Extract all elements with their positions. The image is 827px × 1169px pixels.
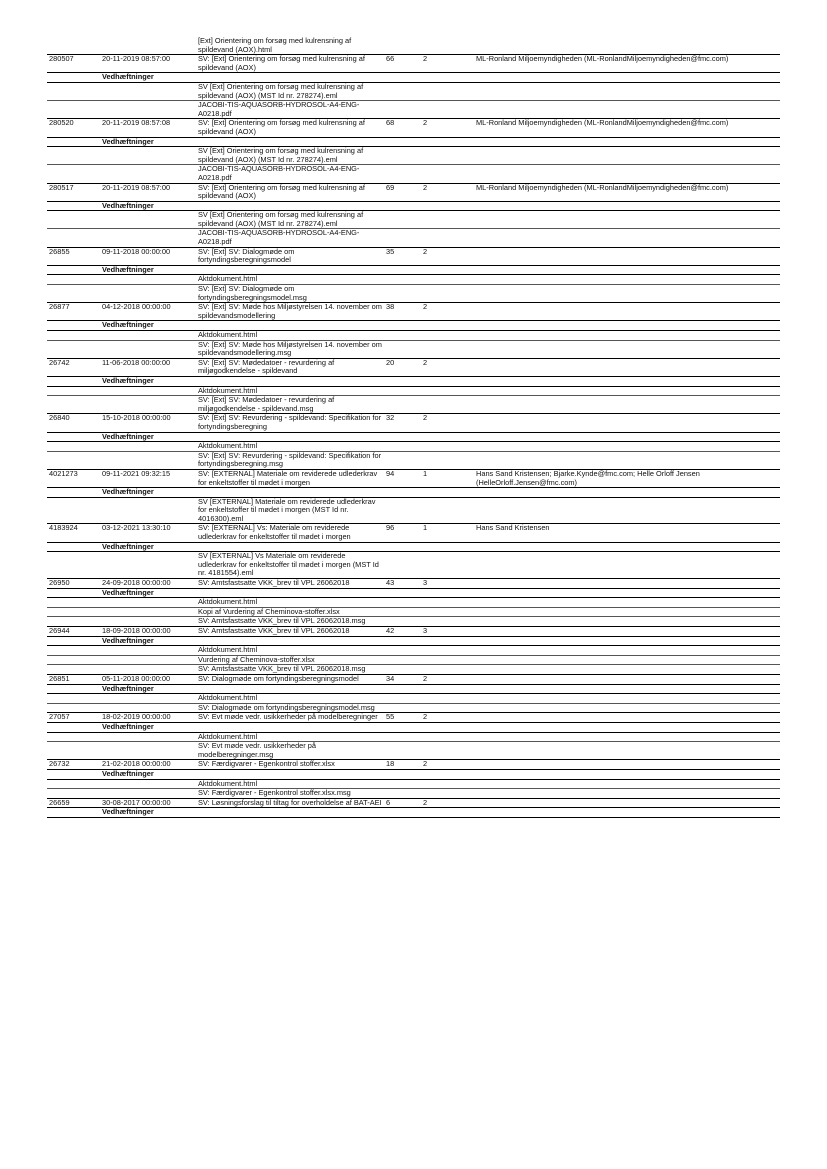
attachments-label: Vedhæftninger	[100, 588, 196, 598]
record-date: 24-09-2018 00:00:00	[100, 579, 196, 589]
record-title: SV: Dialogmøde om fortyndingsberegningsmodel	[196, 674, 384, 684]
record-title: SV: [Ext] Orientering om forsøg med kulrensning af spildevand (AOX)	[196, 55, 384, 73]
attachment-row	[47, 732, 780, 742]
record-recipients: Hans Sand Kristensen; Bjarke.Kynde@fmc.com; Helle Orloff Jensen (HelleOrloff.Jensen@fmc.com)	[474, 469, 780, 487]
attachment-filename: Aktdokument.html	[196, 442, 384, 452]
record-date: 15-10-2018 00:00:00	[100, 414, 196, 432]
record-category: 2	[421, 303, 474, 321]
table-row	[47, 55, 780, 73]
record-id: 280507	[47, 55, 100, 73]
record-number: 34	[384, 674, 421, 684]
attachment-row	[47, 552, 780, 579]
record-recipients	[474, 674, 780, 684]
record-category: 2	[421, 414, 474, 432]
record-recipients: ML-Ronland Miljoemyndigheden (ML-RonlandMiljoemyndigheden@fmc.com)	[474, 183, 780, 201]
lead-attachment-row	[47, 37, 780, 55]
attachments-header-row	[47, 488, 780, 498]
record-date: 04-12-2018 00:00:00	[100, 303, 196, 321]
attachment-filename: Aktdokument.html	[196, 646, 384, 656]
record-id: 4021273	[47, 469, 100, 487]
record-number: 42	[384, 627, 421, 637]
record-category: 2	[421, 358, 474, 376]
table-row	[47, 713, 780, 723]
record-number: 43	[384, 579, 421, 589]
record-id: 26659	[47, 798, 100, 808]
record-date: 11-06-2018 00:00:00	[100, 358, 196, 376]
record-category: 2	[421, 713, 474, 723]
attachment-row	[47, 497, 780, 524]
attachment-filename: Aktdokument.html	[196, 331, 384, 341]
attachments-label: Vedhæftninger	[100, 432, 196, 442]
attachment-filename: Vurdering af Cheminova-stoffer.xlsx	[196, 655, 384, 665]
record-date: 05-11-2018 00:00:00	[100, 674, 196, 684]
attachment-row	[47, 147, 780, 165]
record-category: 3	[421, 627, 474, 637]
record-id: 26855	[47, 247, 100, 265]
record-id: 26944	[47, 627, 100, 637]
attachment-row	[47, 165, 780, 183]
record-category: 3	[421, 579, 474, 589]
record-category: 1	[421, 524, 474, 542]
attachment-filename: JACOBI-TIS-AQUASORB-HYDROSOL-A4-ENG-A0218.pdf	[196, 165, 384, 183]
attachment-filename: Kopi af Vurdering af Cheminova-stoffer.xlsx	[196, 607, 384, 617]
record-title: SV: Løsningsforslag til tiltag for overholdelse af BAT-AEI	[196, 798, 384, 808]
record-title: SV: [Ext] SV: Dialogmøde om fortyndingsberegningsmodel	[196, 247, 384, 265]
attachment-filename: JACOBI-TIS-AQUASORB-HYDROSOL-A4-ENG-A0218.pdf	[196, 229, 384, 247]
attachments-header-row	[47, 321, 780, 331]
record-id: 26877	[47, 303, 100, 321]
attachments-label: Vedhæftninger	[100, 488, 196, 498]
record-recipients: ML-Ronland Miljoemyndigheden (ML-RonlandMiljoemyndigheden@fmc.com)	[474, 55, 780, 73]
attachment-filename: SV [Ext] Orientering om forsøg med kulrensning af spildevand (AOX) (MST Id nr. 278274).eml	[196, 211, 384, 229]
attachments-label: Vedhæftninger	[100, 684, 196, 694]
attachments-label: Vedhæftninger	[100, 321, 196, 331]
record-date: 03-12-2021 13:30:10	[100, 524, 196, 542]
record-id: 26742	[47, 358, 100, 376]
record-category: 2	[421, 247, 474, 265]
record-number: 20	[384, 358, 421, 376]
records-body	[47, 37, 780, 817]
record-title: SV: [EXTERNAL] Materiale om reviderede udlederkrav for enkeltstoffer til mødet i morgen	[196, 469, 384, 487]
record-id: 4183924	[47, 524, 100, 542]
attachment-row	[47, 779, 780, 789]
record-title: SV: [Ext] SV: Møde hos Miljøstyrelsen 14. november om spildevandsmodellering	[196, 303, 384, 321]
record-category: 2	[421, 798, 474, 808]
record-number: 38	[384, 303, 421, 321]
attachments-header-row	[47, 542, 780, 552]
record-recipients	[474, 303, 780, 321]
record-recipients	[474, 760, 780, 770]
record-title: SV: [EXTERNAL] Vs: Materiale om reviderede udlederkrav for enkeltstoffer til mødet i morgen	[196, 524, 384, 542]
table-row	[47, 760, 780, 770]
record-id: 280517	[47, 183, 100, 201]
record-number: 96	[384, 524, 421, 542]
record-title: SV: Amtsfastsatte VKK_brev til VPL 26062018	[196, 579, 384, 589]
record-date: 20-11-2019 08:57:00	[100, 55, 196, 73]
attachment-filename: SV [Ext] Orientering om forsøg med kulrensning af spildevand (AOX) (MST Id nr. 278274).eml	[196, 82, 384, 100]
attachment-filename: Aktdokument.html	[196, 598, 384, 608]
attachment-row	[47, 211, 780, 229]
attachment-row	[47, 396, 780, 414]
attachments-label: Vedhæftninger	[100, 73, 196, 83]
record-title: SV: Amtsfastsatte VKK_brev til VPL 26062018	[196, 627, 384, 637]
record-id: 26851	[47, 674, 100, 684]
attachments-header-row	[47, 376, 780, 386]
attachments-header-row	[47, 201, 780, 211]
record-category: 2	[421, 183, 474, 201]
record-recipients: Hans Sand Kristensen	[474, 524, 780, 542]
attachments-label: Vedhæftninger	[100, 376, 196, 386]
attachments-label: Vedhæftninger	[100, 769, 196, 779]
record-date: 18-09-2018 00:00:00	[100, 627, 196, 637]
record-number: 6	[384, 798, 421, 808]
attachment-filename: Aktdokument.html	[196, 694, 384, 704]
attachments-label: Vedhæftninger	[100, 265, 196, 275]
record-date: 20-11-2019 08:57:00	[100, 183, 196, 201]
table-row	[47, 119, 780, 137]
attachment-row	[47, 646, 780, 656]
record-id: 280520	[47, 119, 100, 137]
attachments-header-row	[47, 769, 780, 779]
record-number: 68	[384, 119, 421, 137]
attachment-filename: SV: Færdigvarer - Egenkontrol stoffer.xlsx.msg	[196, 789, 384, 799]
record-number: 94	[384, 469, 421, 487]
record-recipients	[474, 713, 780, 723]
record-date: 21-02-2018 00:00:00	[100, 760, 196, 770]
record-category: 2	[421, 119, 474, 137]
attachment-row	[47, 694, 780, 704]
record-title: SV: [Ext] SV: Mødedatoer - revurdering af miljøgodkendelse - spildevand	[196, 358, 384, 376]
record-date: 09-11-2021 09:32:15	[100, 469, 196, 487]
record-date: 30-08-2017 00:00:00	[100, 798, 196, 808]
attachment-filename: SV [EXTERNAL] Vs Materiale om reviderede udlederkrav for enkeltstoffer til mødet i morgen (MST Id nr. 4181554).eml	[196, 552, 384, 579]
table-row	[47, 674, 780, 684]
record-title: SV: [Ext] Orientering om forsøg med kulrensning af spildevand (AOX)	[196, 119, 384, 137]
record-number: 69	[384, 183, 421, 201]
records-table	[47, 37, 780, 818]
record-recipients	[474, 579, 780, 589]
record-category: 1	[421, 469, 474, 487]
attachment-row	[47, 742, 780, 760]
record-id: 26950	[47, 579, 100, 589]
record-recipients	[474, 627, 780, 637]
attachments-header-row	[47, 588, 780, 598]
table-row	[47, 798, 780, 808]
record-recipients: ML-Ronland Miljoemyndigheden (ML-RonlandMiljoemyndigheden@fmc.com)	[474, 119, 780, 137]
attachment-filename: [Ext] Orientering om forsøg med kulrensning af spildevand (AOX).html	[198, 37, 352, 54]
record-title: SV: Evt møde vedr. usikkerheder på modelberegninger	[196, 713, 384, 723]
table-row	[47, 358, 780, 376]
record-number: 35	[384, 247, 421, 265]
attachments-header-row	[47, 432, 780, 442]
attachment-row	[47, 285, 780, 303]
attachment-row	[47, 442, 780, 452]
attachment-filename: SV [Ext] Orientering om forsøg med kulrensning af spildevand (AOX) (MST Id nr. 278274).eml	[196, 147, 384, 165]
attachment-row	[47, 617, 780, 627]
attachment-row	[47, 655, 780, 665]
attachments-header-row	[47, 137, 780, 147]
record-number: 66	[384, 55, 421, 73]
record-recipients	[474, 358, 780, 376]
attachment-filename: JACOBI-TIS-AQUASORB-HYDROSOL-A4-ENG-A0218.pdf	[196, 101, 384, 119]
record-id: 26732	[47, 760, 100, 770]
attachments-header-row	[47, 808, 780, 818]
attachment-filename: SV: Evt møde vedr. usikkerheder på modelberegninger.msg	[196, 742, 384, 760]
attachment-row	[47, 665, 780, 675]
table-row	[47, 469, 780, 487]
attachments-label: Vedhæftninger	[100, 201, 196, 211]
record-number: 32	[384, 414, 421, 432]
table-row	[47, 524, 780, 542]
attachments-header-row	[47, 636, 780, 646]
attachment-row	[47, 331, 780, 341]
record-category: 2	[421, 55, 474, 73]
record-date: 20-11-2019 08:57:08	[100, 119, 196, 137]
attachment-filename: SV [EXTERNAL] Materiale om reviderede udlederkrav for enkeltstoffer til mødet i morgen (MST Id nr. 4016300).eml	[196, 497, 384, 524]
attachment-filename: SV: [Ext] SV: Mødedatoer - revurdering af miljøgodkendelse - spildevand.msg	[196, 396, 384, 414]
attachment-filename: SV: Amtsfastsatte VKK_brev til VPL 26062018.msg	[196, 665, 384, 675]
attachments-header-row	[47, 722, 780, 732]
attachment-row	[47, 789, 780, 799]
record-title: SV: [Ext] SV: Revurdering - spildevand: Specifikation for fortyndingsberegning	[196, 414, 384, 432]
record-id: 26840	[47, 414, 100, 432]
record-recipients	[474, 247, 780, 265]
attachment-row	[47, 340, 780, 358]
record-category: 2	[421, 674, 474, 684]
table-row	[47, 579, 780, 589]
attachment-row	[47, 598, 780, 608]
attachment-filename: SV: Amtsfastsatte VKK_brev til VPL 26062018.msg	[196, 617, 384, 627]
table-row	[47, 627, 780, 637]
attachments-label: Vedhæftninger	[100, 542, 196, 552]
attachments-header-row	[47, 684, 780, 694]
record-recipients	[474, 414, 780, 432]
table-row	[47, 183, 780, 201]
record-date: 18-02-2019 00:00:00	[100, 713, 196, 723]
record-number: 18	[384, 760, 421, 770]
attachments-header-row	[47, 73, 780, 83]
attachment-row	[47, 275, 780, 285]
record-date: 09-11-2018 00:00:00	[100, 247, 196, 265]
attachment-filename: Aktdokument.html	[196, 386, 384, 396]
attachment-row	[47, 386, 780, 396]
record-title: SV: Færdigvarer - Egenkontrol stoffer.xlsx	[196, 760, 384, 770]
document-page	[47, 37, 780, 818]
attachment-filename: Aktdokument.html	[196, 275, 384, 285]
record-number: 55	[384, 713, 421, 723]
attachments-label: Vedhæftninger	[100, 722, 196, 732]
attachments-header-row	[47, 265, 780, 275]
attachments-label: Vedhæftninger	[100, 137, 196, 147]
record-recipients	[474, 798, 780, 808]
attachment-filename: SV: [Ext] SV: Møde hos Miljøstyrelsen 14. november om spildevandsmodellering.msg	[196, 340, 384, 358]
attachment-filename: SV: Dialogmøde om fortyndingsberegningsmodel.msg	[196, 703, 384, 713]
attachment-row	[47, 703, 780, 713]
attachment-filename: SV: [Ext] SV: Revurdering - spildevand: Specifikation for fortyndingsberegning.msg	[196, 451, 384, 469]
attachment-row	[47, 101, 780, 119]
record-id: 27057	[47, 713, 100, 723]
record-category: 2	[421, 760, 474, 770]
attachment-row	[47, 451, 780, 469]
attachment-row	[47, 82, 780, 100]
attachment-row	[47, 607, 780, 617]
attachment-filename: Aktdokument.html	[196, 732, 384, 742]
attachment-row	[47, 229, 780, 247]
attachments-label: Vedhæftninger	[100, 636, 196, 646]
attachment-filename: SV: [Ext] SV: Dialogmøde om fortyndingsberegningsmodel.msg	[196, 285, 384, 303]
table-row	[47, 303, 780, 321]
table-row	[47, 414, 780, 432]
record-title: SV: [Ext] Orientering om forsøg med kulrensning af spildevand (AOX)	[196, 183, 384, 201]
attachment-filename: Aktdokument.html	[196, 779, 384, 789]
attachments-label: Vedhæftninger	[100, 808, 196, 818]
table-row	[47, 247, 780, 265]
